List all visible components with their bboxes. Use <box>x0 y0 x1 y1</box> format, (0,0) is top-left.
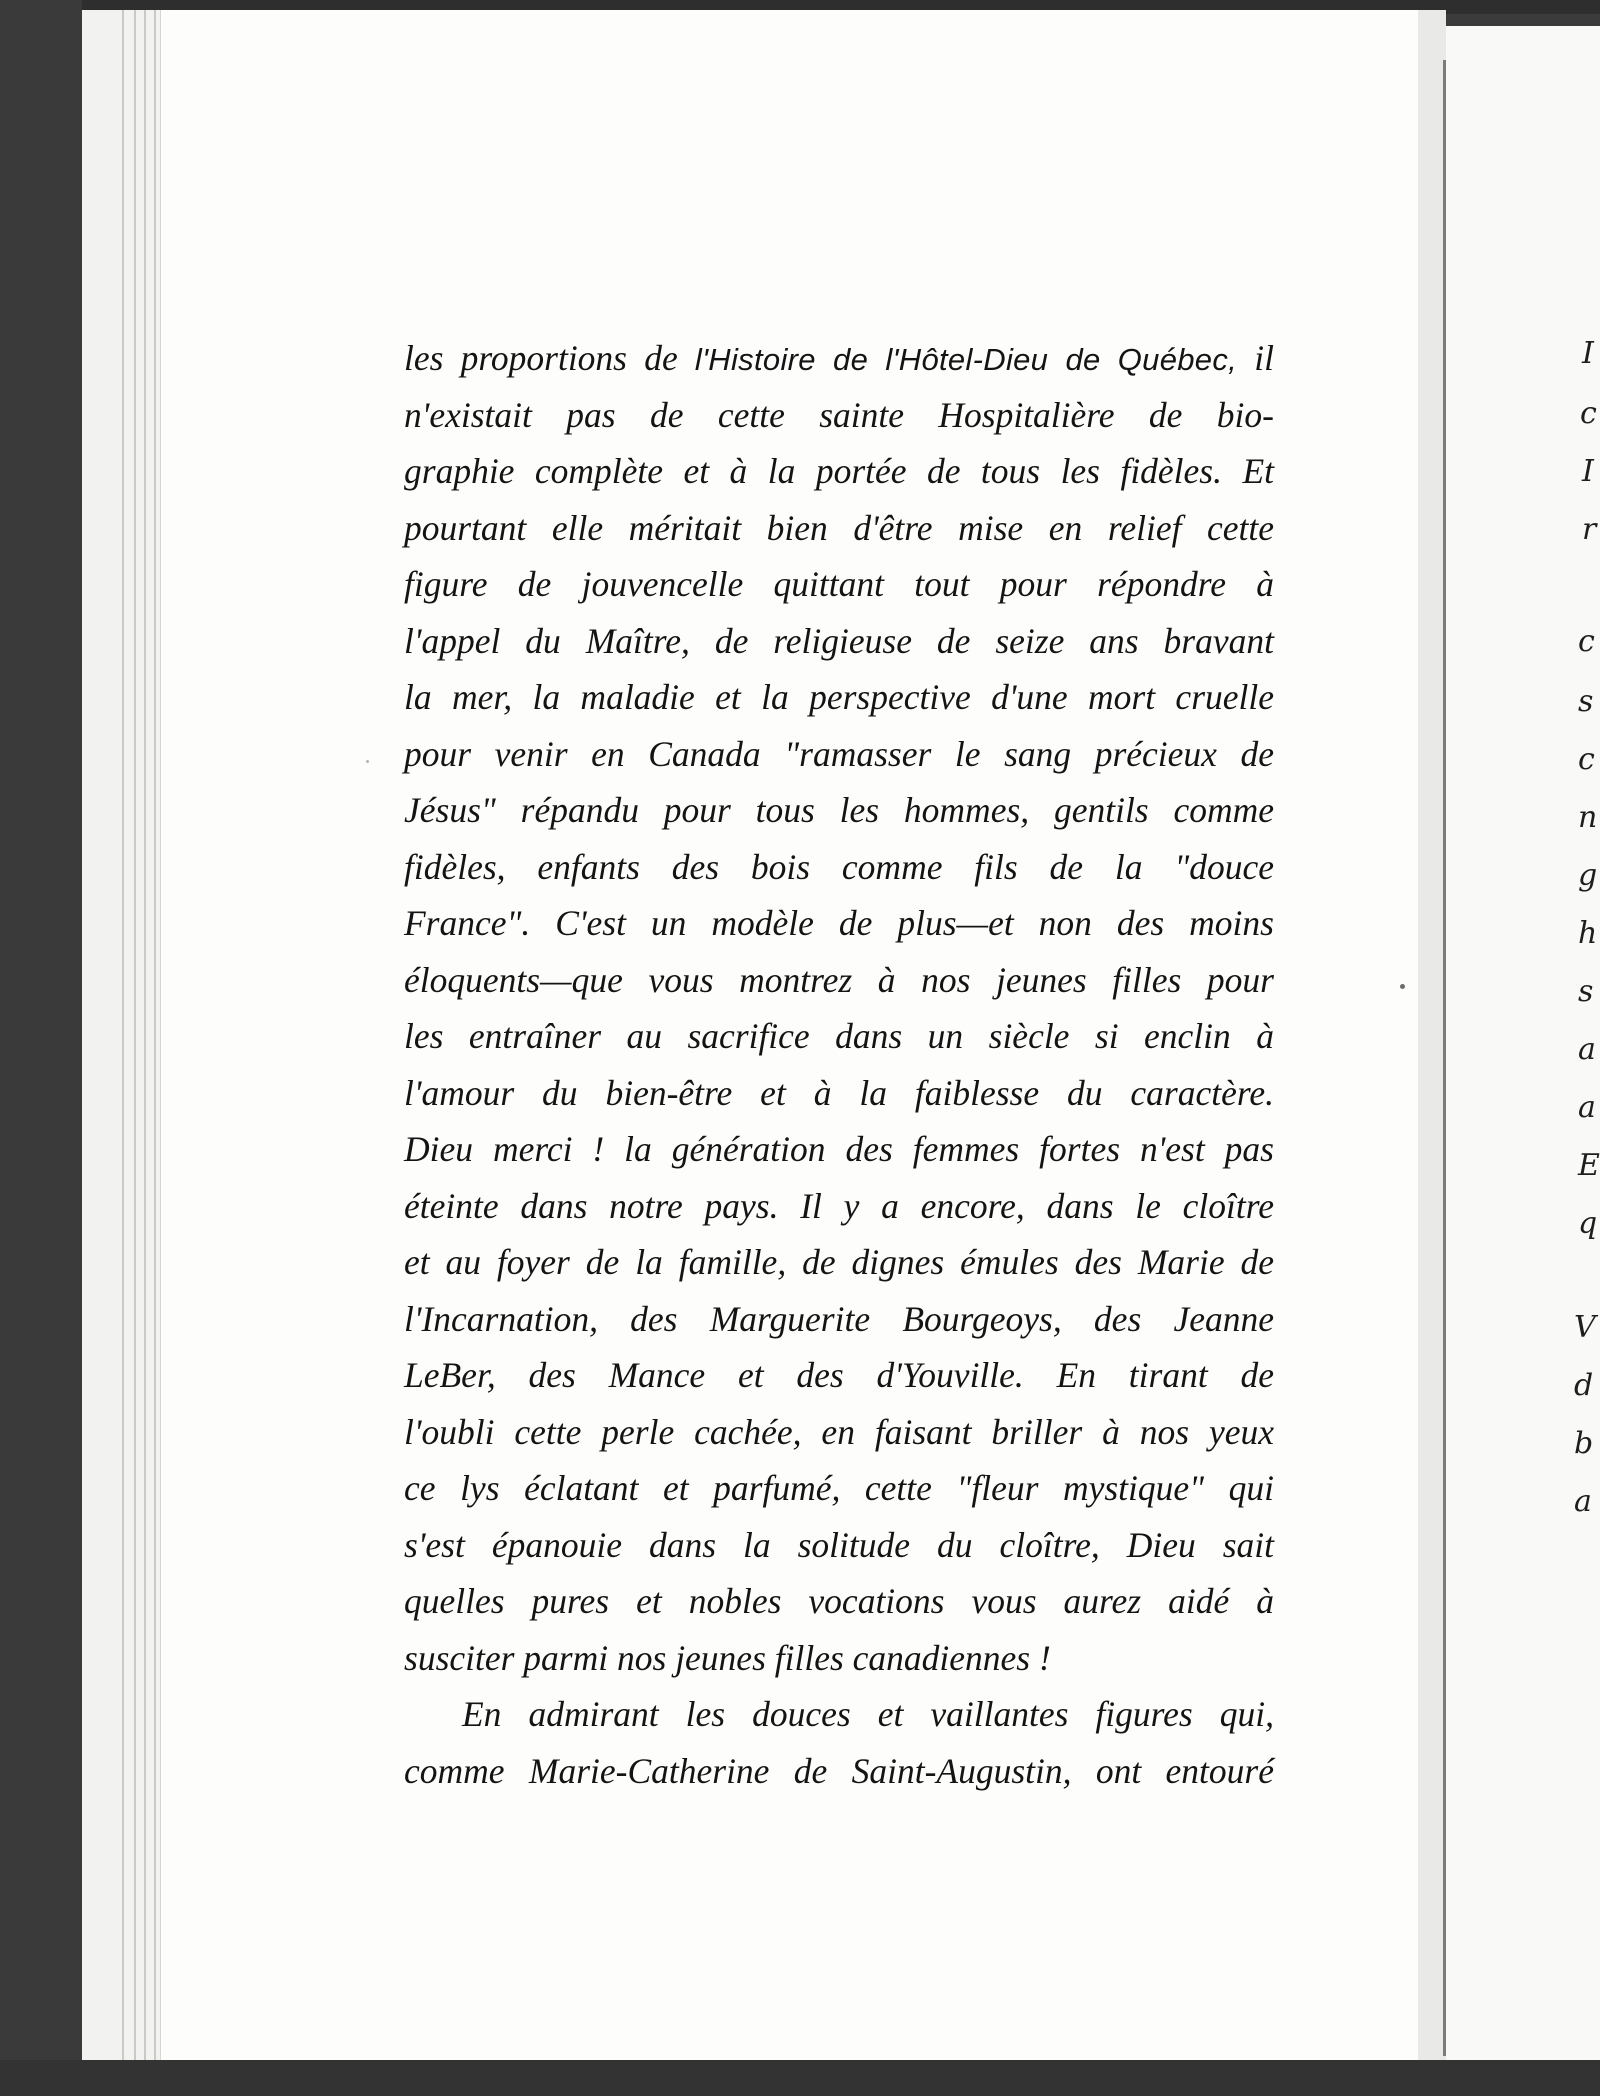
scan-speck <box>1400 984 1405 989</box>
text-line: pour venir en Canada "ramasser le sang précieux de <box>404 733 1274 774</box>
text-line: l'Incarnation, des Marguerite Bourgeoys, des Jeanne <box>404 1298 1274 1339</box>
page-edge-line <box>122 10 124 2062</box>
text-line: comme Marie-Catherine de Saint-Augustin, ont entouré <box>404 1750 1274 1791</box>
text-line: s'est épanouie dans la solitude du cloître, Dieu sait <box>404 1524 1274 1565</box>
text-line <box>404 330 1274 387</box>
text-line: pourtant elle méritait bien d'être mise en relief cette <box>404 507 1274 548</box>
facing-page-fragment: q <box>1578 1206 1598 1241</box>
facing-page-fragment: b <box>1574 1426 1594 1461</box>
text-run: il <box>1254 338 1274 378</box>
facing-page-fragment: c <box>1578 624 1595 659</box>
facing-page-strip <box>1446 26 1600 2062</box>
text-line: l'amour du bien-être et à la faiblesse du caractère. <box>404 1072 1274 1113</box>
facing-page-fragment: d <box>1574 1368 1594 1403</box>
text-line: ce lys éclatant et parfumé, cette "fleur mystique" qui <box>404 1468 1274 1508</box>
facing-page-fragment: E <box>1578 1148 1600 1183</box>
facing-page-fragment: a <box>1578 1032 1596 1067</box>
text-line: graphie complète et à la portée de tous les fidèles. Et <box>404 451 1274 491</box>
text-line: éteinte dans notre pays. Il y a encore, dans le cloître <box>404 1185 1274 1226</box>
facing-page-fragment: r <box>1582 512 1597 547</box>
text-line: susciter parmi nos jeunes filles canadiennes ! <box>404 1637 1051 1678</box>
scan-bottom-border <box>0 2060 1600 2096</box>
facing-page-fragment: I <box>1582 336 1594 371</box>
text-line: l'oubli cette perle cachée, en faisant briller à nos yeux <box>404 1411 1274 1452</box>
facing-page-fragment: a <box>1578 1090 1596 1125</box>
text-line: figure de jouvencelle quittant tout pour répondre à <box>404 564 1274 604</box>
book-title-reference: l'Histoire de l'Hôtel-Dieu de Québec, <box>694 342 1238 377</box>
facing-page-fragment: h <box>1578 916 1598 951</box>
page-edge-line <box>144 10 146 2062</box>
page-edge-line <box>154 10 156 2062</box>
text-line: quelles pures et nobles vocations vous aurez aidé à <box>404 1581 1274 1621</box>
text-line: éloquents—que vous montrez à nos jeunes filles pour <box>404 959 1274 1000</box>
text-line: fidèles, enfants des bois comme fils de la "douce <box>404 846 1274 887</box>
text-line: les entraîner au sacrifice dans un siècle si enclin à <box>404 1016 1274 1056</box>
facing-page-fragment: s <box>1578 974 1594 1009</box>
text-line: n'existait pas de cette sainte Hospitalière de bio- <box>404 394 1274 435</box>
text-line: Dieu merci ! la génération des femmes fortes n'est pas <box>404 1129 1274 1169</box>
facing-page-fragment: n <box>1578 800 1598 835</box>
text-line: l'appel du Maître, de religieuse de seize ans bravant <box>404 620 1274 661</box>
facing-page-fragment: c <box>1578 742 1595 777</box>
scan-left-border <box>0 0 82 2096</box>
text-line: LeBer, des Mance et des d'Youville. En tirant de <box>404 1355 1274 1395</box>
facing-page-fragment: a <box>1574 1484 1592 1519</box>
facing-page-fragment: s <box>1578 684 1594 719</box>
text-line: la mer, la maladie et la perspective d'une mort cruelle <box>404 677 1274 717</box>
facing-page-fragment: V <box>1574 1310 1596 1345</box>
facing-page-fragment: c <box>1580 396 1597 431</box>
facing-page-fragment: g <box>1578 858 1598 893</box>
paragraph-first-line: En admirant les douces et vaillantes figures qui, <box>462 1694 1274 1734</box>
page-gutter <box>1418 10 1446 2062</box>
body-text <box>404 330 1274 1799</box>
text-line: et au foyer de la famille, de dignes émules des Marie de <box>404 1242 1274 1282</box>
page-edge-line <box>134 10 136 2062</box>
stacked-page-edges <box>82 10 162 2062</box>
text-line: France". C'est un modèle de plus—et non des moins <box>404 903 1274 943</box>
text-run: les proportions de <box>404 338 678 378</box>
text-line: Jésus" répandu pour tous les hommes, gentils comme <box>404 790 1274 830</box>
scan-speck <box>366 760 369 763</box>
facing-page-fragment: I <box>1582 454 1594 489</box>
